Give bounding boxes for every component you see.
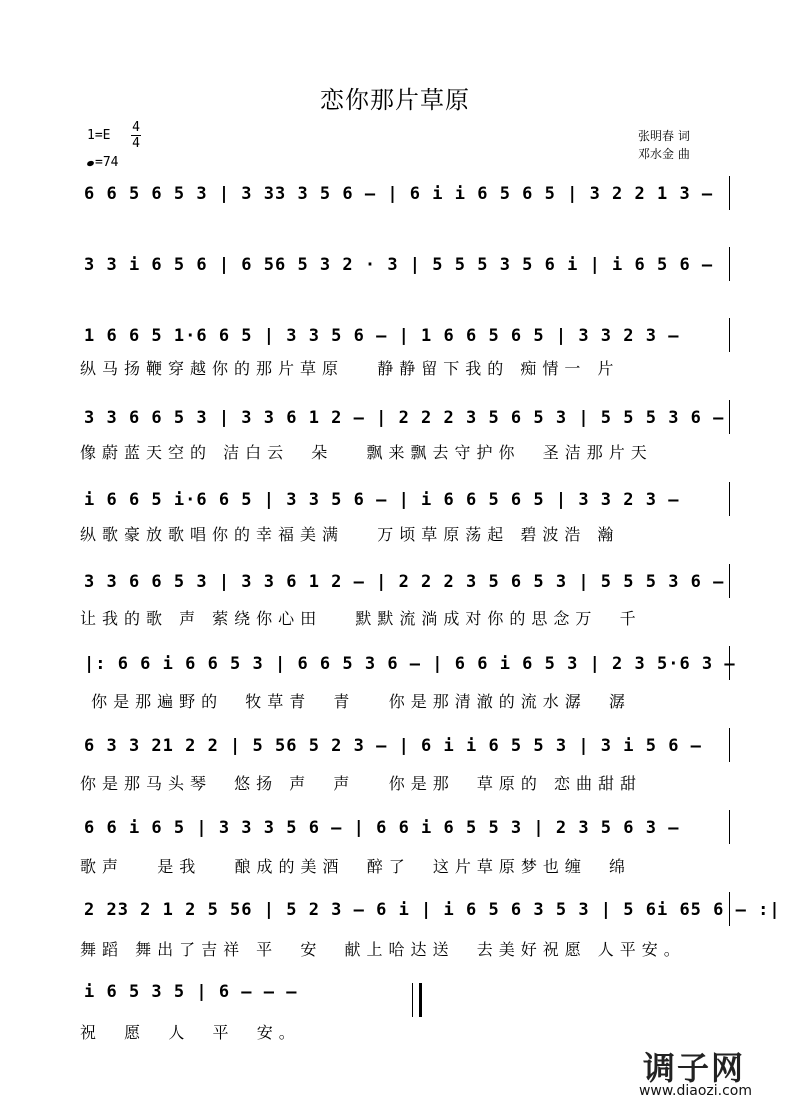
lyric-line-2: 像蔚蓝天空的 洁白云 朵 飘来飘去守护你 圣洁那片天 bbox=[80, 443, 653, 462]
score-row-notes: 6 6 i 6 5 | 3 3 3 5 6 – | 6 6 i 6 5 5 3 | 2 3 5 6 3 – bbox=[84, 818, 680, 838]
lyric-line-7: 歌声 是我 酿成的美酒 醉了 这片草原梦也缠 绵 bbox=[80, 857, 632, 876]
score-row-9 bbox=[80, 808, 730, 852]
lyric-line-6: 你是那马头琴 悠扬 声 声 你是那 草原的 恋曲甜甜 bbox=[80, 774, 642, 793]
score-row-notes: 3 3 i 6 5 6 | 6 56 5 3 2 · 3 | 5 5 5 3 5 6 i | i 6 5 6 – bbox=[84, 255, 714, 275]
score-row-7 bbox=[80, 644, 736, 688]
bar-line bbox=[729, 646, 730, 680]
composer-credit: 邓水金 曲 bbox=[638, 147, 690, 161]
bar-line bbox=[729, 318, 730, 352]
tempo-marking bbox=[87, 155, 118, 170]
bar-line bbox=[729, 247, 730, 281]
bar-line bbox=[729, 176, 730, 210]
bar-line bbox=[729, 892, 730, 926]
score-row-10 bbox=[80, 890, 781, 934]
song-title: 恋你那片草原 bbox=[320, 86, 470, 114]
final-barline bbox=[412, 983, 422, 1017]
score-row-4 bbox=[80, 398, 730, 442]
score-row-11 bbox=[80, 972, 420, 1016]
time-signature-top: 4 bbox=[132, 120, 140, 135]
score-row-8 bbox=[80, 726, 730, 770]
time-signature-bottom: 4 bbox=[132, 136, 140, 151]
tempo-value: =74 bbox=[95, 155, 119, 170]
site-url: www.diaozi.com bbox=[638, 1083, 752, 1099]
score-row-notes: 1 6 6 5 1·6 6 5 | 3 3 5 6 – | 1 6 6 5 6 5 | 3 3 2 3 – bbox=[84, 326, 680, 346]
lyric-line-9: 祝 愿 人 平 安。 bbox=[80, 1023, 301, 1042]
score-row-notes: i 6 6 5 i·6 6 5 | 3 3 5 6 – | i 6 6 5 6 5 | 3 3 2 3 – bbox=[84, 490, 680, 510]
bar-line bbox=[729, 728, 730, 762]
lyric-line-8: 舞蹈 舞出了吉祥 平 安 献上哈达送 去美好祝愿 人平安。 bbox=[80, 940, 686, 959]
key-signature: 1=E bbox=[87, 128, 111, 143]
score-row-notes: 3 3 6 6 5 3 | 3 3 6 1 2 – | 2 2 2 3 5 6 5 3 | 5 5 5 3 6 – bbox=[84, 408, 725, 428]
bar-line bbox=[729, 810, 730, 844]
lyricist-credit: 张明春 词 bbox=[638, 129, 690, 143]
score-row-notes: 3 3 6 6 5 3 | 3 3 6 1 2 – | 2 2 2 3 5 6 5 3 | 5 5 5 3 6 – bbox=[84, 572, 725, 592]
score-row-notes: |: 6 6 i 6 6 5 3 | 6 6 5 3 6 – | 6 6 i 6 5 3 | 2 3 5·6 3 – bbox=[84, 654, 736, 674]
quarter-note-icon bbox=[86, 160, 94, 167]
time-signature bbox=[131, 121, 141, 150]
lyric-line-4: 让我的歌 声 萦绕你心田 默默流淌成对你的思念万 千 bbox=[80, 609, 642, 628]
score-row-notes: i 6 5 3 5 | 6 – – – bbox=[84, 982, 298, 1002]
score-row-notes: 6 6 5 6 5 3 | 3 33 3 5 6 – | 6 i i 6 5 6 5 | 3 2 2 1 3 – bbox=[84, 184, 714, 204]
bar-line bbox=[729, 564, 730, 598]
lyric-line-5: 你是那遍野的 牧草青 青 你是那清澈的流水潺 潺 bbox=[80, 692, 631, 711]
score-row-3 bbox=[80, 316, 730, 360]
score-row-2 bbox=[80, 245, 730, 289]
score-row-notes: 6 3 3 21 2 2 | 5 56 5 2 3 – | 6 i i 6 5 5 3 | 3 i 5 6 – bbox=[84, 736, 702, 756]
site-logo: 调子网 bbox=[642, 1049, 745, 1087]
score-row-6 bbox=[80, 562, 730, 606]
score-row-1 bbox=[80, 174, 730, 218]
score-row-notes: 2 23 2 1 2 5 56 | 5 2 3 – 6 i | i 6 5 6 3 5 3 | 5 6i 65 6 – :| bbox=[84, 900, 781, 920]
bar-line bbox=[729, 400, 730, 434]
lyric-line-3: 纵歌豪放歌唱你的幸福美满 万顷草原荡起 碧波浩 瀚 bbox=[80, 525, 620, 544]
score-row-5 bbox=[80, 480, 730, 524]
bar-line bbox=[729, 482, 730, 516]
lyric-line-1: 纵马扬鞭穿越你的那片草原 静静留下我的 痴情一 片 bbox=[80, 359, 620, 378]
